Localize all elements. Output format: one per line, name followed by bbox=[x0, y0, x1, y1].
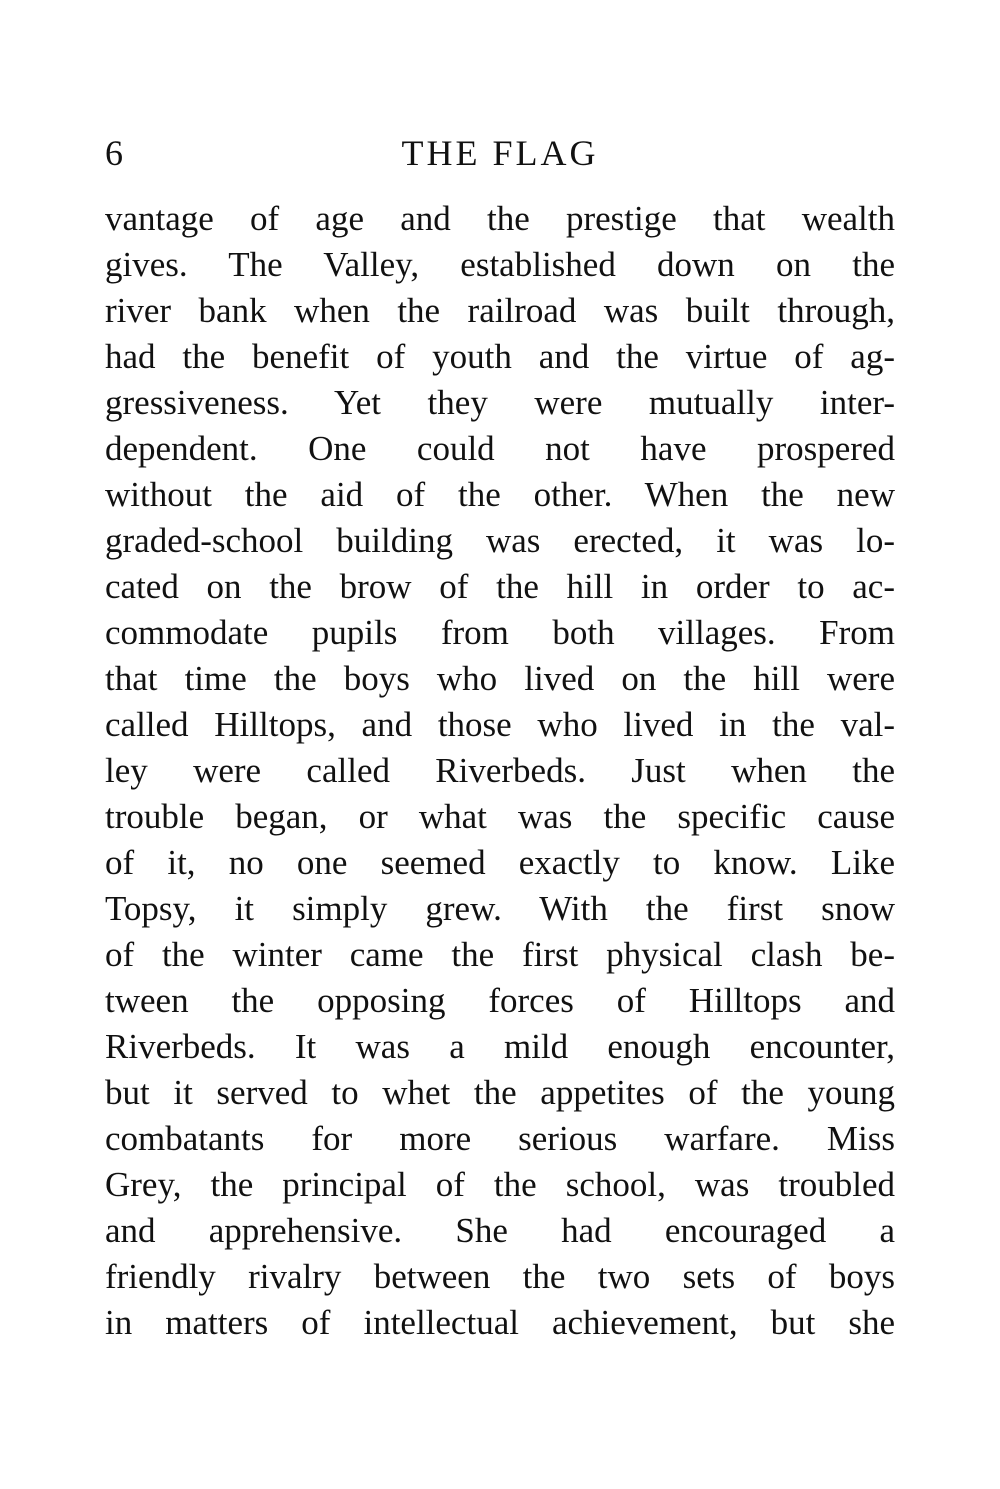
body-text bbox=[105, 196, 895, 1346]
text-line: dependent. One could not have prospered bbox=[105, 429, 895, 468]
text-line: of it, no one seemed exactly to know. Like bbox=[105, 843, 895, 882]
text-line: tween the opposing forces of Hilltops and bbox=[105, 981, 895, 1020]
text-line: Topsy, it simply grew. With the first snow bbox=[105, 889, 895, 928]
text-line: had the benefit of youth and the virtue of ag- bbox=[105, 337, 895, 376]
text-line: of the winter came the first physical clash be- bbox=[105, 935, 895, 974]
text-line: combatants for more serious warfare. Miss bbox=[105, 1119, 895, 1158]
text-line: friendly rivalry between the two sets of boys bbox=[105, 1257, 895, 1296]
text-line: without the aid of the other. When the new bbox=[105, 475, 895, 514]
running-title: THE FLAG bbox=[401, 133, 599, 173]
text-line: trouble began, or what was the specific cause bbox=[105, 797, 895, 836]
text-line: that time the boys who lived on the hill were bbox=[105, 659, 895, 698]
text-line: gives. The Valley, established down on the bbox=[105, 245, 895, 284]
text-line: Grey, the principal of the school, was troubled bbox=[105, 1165, 895, 1204]
text-line: graded-school building was erected, it was lo- bbox=[105, 521, 895, 560]
text-line: commodate pupils from both villages. From bbox=[105, 613, 895, 652]
text-line: cated on the brow of the hill in order to ac- bbox=[105, 567, 895, 606]
text-line: Riverbeds. It was a mild enough encounter, bbox=[105, 1027, 895, 1066]
running-head bbox=[105, 128, 895, 178]
text-line: vantage of age and the prestige that wealth bbox=[105, 199, 895, 238]
text-line: in matters of intellectual achievement, but she bbox=[105, 1303, 895, 1342]
text-line: but it served to whet the appetites of the young bbox=[105, 1073, 895, 1112]
text-line: and apprehensive. She had encouraged a bbox=[105, 1211, 895, 1250]
text-line: ley were called Riverbeds. Just when the bbox=[105, 751, 895, 790]
page-number: 6 bbox=[105, 133, 123, 173]
text-line: gressiveness. Yet they were mutually inter- bbox=[105, 383, 895, 422]
text-line: called Hilltops, and those who lived in the val- bbox=[105, 705, 895, 744]
text-line: river bank when the railroad was built through, bbox=[105, 291, 895, 330]
